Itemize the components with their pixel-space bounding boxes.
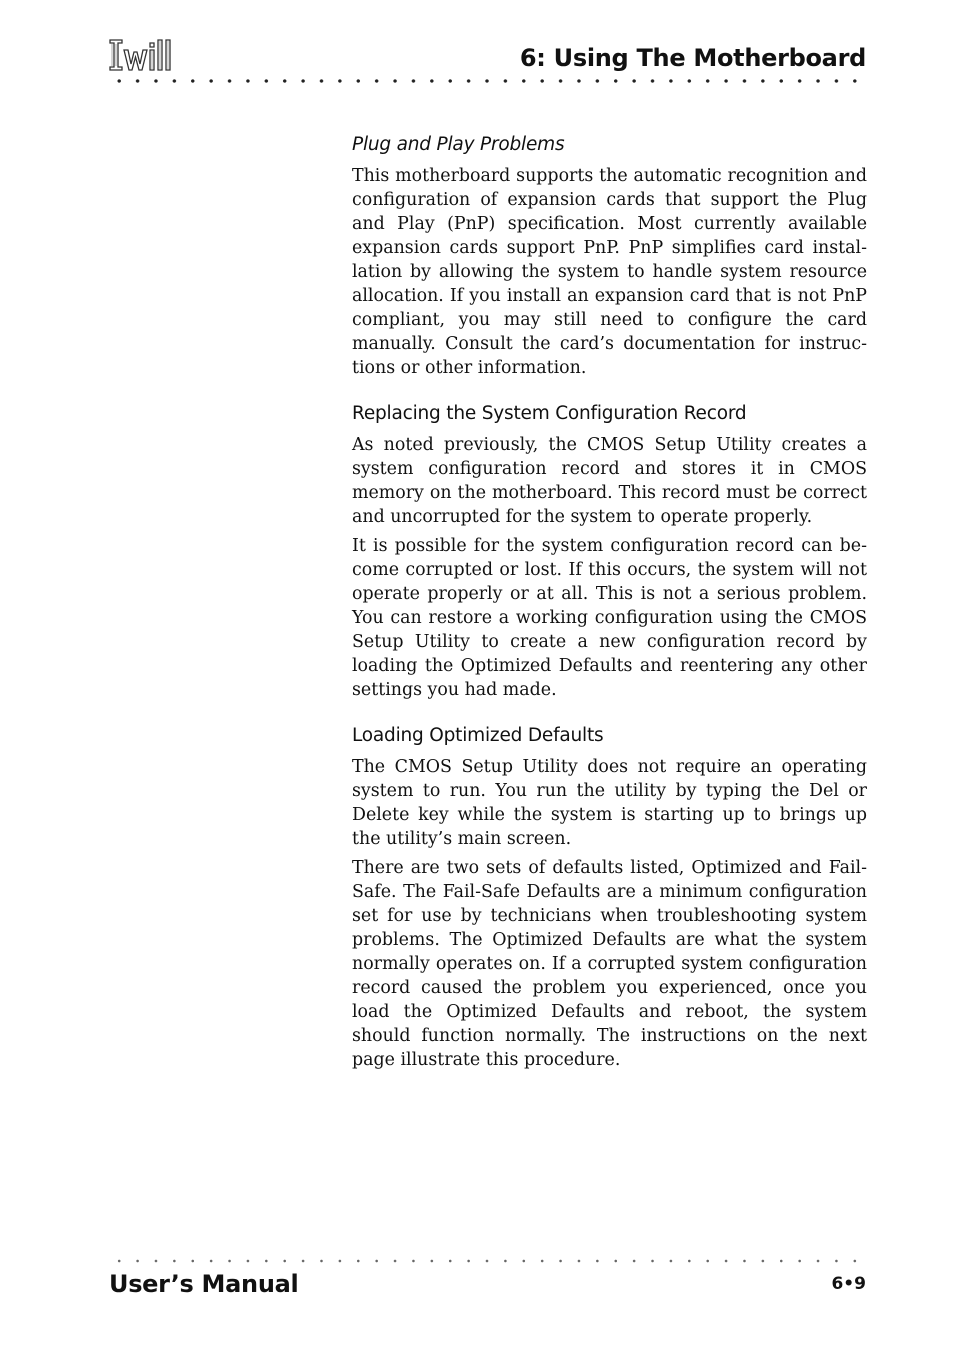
section-plug-and-play [352,132,867,380]
paragraph: There are two sets of defaults listed, Optimized and Fail-Safe. The Fail-Safe Defaults are a minimum configuration set for use by technicians when troubleshooting system problems. The Optimized Defaults are what the system normally operates on. If a corrupted system configuration record caused the problem you experienced, once you load the Optimized Defaults and reboot, the system should function normally. The instructions on the next page illustrate this procedure. [352,858,867,1070]
main-content [352,132,867,1077]
paragraph: This motherboard supports the automatic recognition and configuration of expansion cards that support the Plug and Play (PnP) specification. Most currently available expansion cards support PnP. PnP simplifies card installation by allowing the system to handle system resource allocation. If you install an expansion card that is not PnP compliant, you may still need to configure the card manually. Consult the card’s documentation for instructions or other information. [352,166,867,378]
chapter-title: 6: Using The Motherboard [519,44,866,72]
section-loading-defaults [352,723,867,1072]
section-heading: Plug and Play Problems [352,134,565,155]
footer-dotted-rule [110,1259,866,1263]
page-number: 6•9 [831,1274,866,1294]
paragraph: The CMOS Setup Utility does not require an operating system to run. You run the utility by typing the Del or Delete key while the system is starting up to brings up the utility’s main screen. [352,757,867,849]
manual-title: User’s Manual [109,1270,299,1298]
paragraph: It is possible for the system configuration record can become corrupted or lost. If this occurs, the system will not operate properly or at all. This is not a serious problem. You can restore a working configuration using the CMOS Setup Utility to create a new configuration record by loading the Optimized Defaults and reentering any other settings you had made. [352,536,867,700]
iwill-logo [108,34,182,76]
iwill-logo-mark [108,34,182,76]
header-dotted-rule [110,79,866,83]
section-heading: Replacing the System Configuration Record [352,403,747,424]
section-heading: Loading Optimized Defaults [352,725,604,746]
section-replacing-record [352,401,867,702]
paragraph: As noted previously, the CMOS Setup Utility creates a system configuration record and stores it in CMOS memory on the motherboard. This record must be correct and uncorrupted for the system to operate properly. [352,435,867,527]
